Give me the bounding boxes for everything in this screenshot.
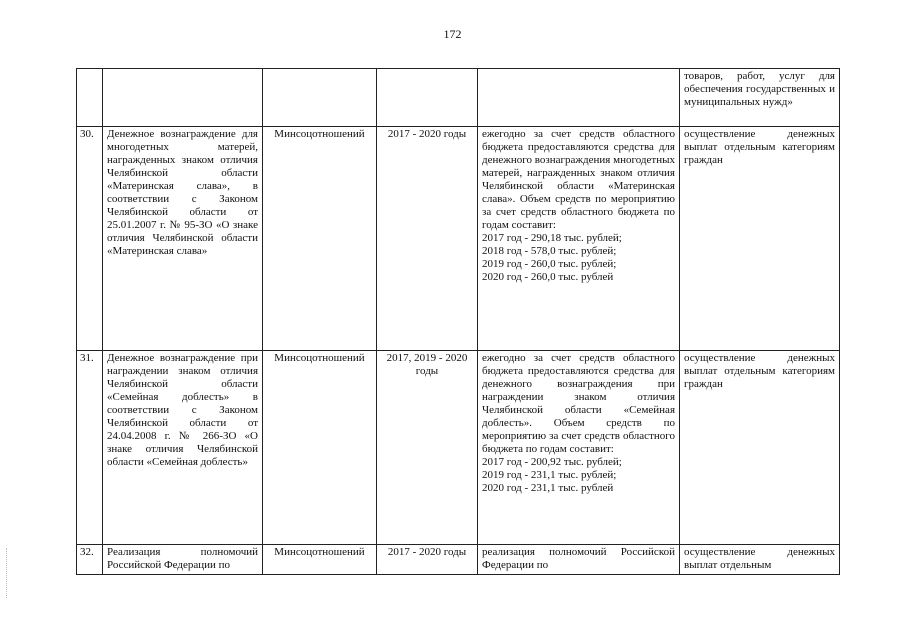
table-row — [77, 127, 840, 351]
financing — [478, 127, 680, 351]
financing-year: 2020 год - 231,1 тыс. рублей — [482, 482, 614, 494]
period: 2017 - 2020 годы — [377, 545, 478, 575]
financing-text: ежегодно за счет средств областного бюджета предоставляются средства для денежного вознаграждения многодетных матерей, награжденных знаком отличия Челябинской области «Материнская слава». Объем средств по мероприятию за счет средств областного бюджета по годам составит: — [482, 128, 675, 231]
expected-result: осуществление денежных выплат отдельным категориям граждан — [680, 127, 840, 351]
executor: Минсоцотношений — [263, 351, 377, 545]
row-number: 32. — [77, 545, 103, 575]
row-number — [77, 69, 103, 127]
table-row — [77, 351, 840, 545]
expected-result: осуществление денежных выплат отдельным категориям граждан — [680, 351, 840, 545]
row-number: 30. — [77, 127, 103, 351]
financing — [478, 545, 680, 575]
financing — [478, 351, 680, 545]
financing-year: 2017 год - 290,18 тыс. рублей; — [482, 232, 622, 244]
period: 2017, 2019 - 2020 годы — [377, 351, 478, 545]
executor: Минсоцотношений — [263, 127, 377, 351]
period: 2017 - 2020 годы — [377, 127, 478, 351]
table-row — [77, 545, 840, 575]
financing-year: 2019 год - 231,1 тыс. рублей; — [482, 469, 617, 481]
measures-table — [76, 68, 840, 575]
financing-year: 2017 год - 200,92 тыс. рублей; — [482, 456, 622, 468]
financing-year: 2019 год - 260,0 тыс. рублей; — [482, 258, 617, 270]
row-number: 31. — [77, 351, 103, 545]
financing-year: 2018 год - 578,0 тыс. рублей; — [482, 245, 617, 257]
scan-margin-mark — [6, 548, 8, 598]
expected-result: товаров, работ, услуг для обеспечения государственных и муниципальных нужд» — [680, 69, 840, 127]
financing-year: 2020 год - 260,0 тыс. рублей — [482, 271, 614, 283]
financing-text: ежегодно за счет средств областного бюджета предоставляются средства для денежного вознаграждения при награждении знаком отличия Челябинской области «Семейная доблесть». Объем средств по мероприятию за счет средств областного бюджета по годам составит: — [482, 352, 675, 455]
page-number: 172 — [443, 27, 462, 41]
measure-name — [103, 69, 263, 127]
executor: Минсоцотношений — [263, 545, 377, 575]
financing — [478, 69, 680, 127]
executor — [263, 69, 377, 127]
measure-name: Реализация полномочий Российской Федерации по — [103, 545, 263, 575]
table-row — [77, 69, 840, 127]
expected-result: осуществление денежных выплат отдельным — [680, 545, 840, 575]
measure-name: Денежное вознаграждение при награждении знаком отличия Челябинской области «Семейная доблесть» в соответствии с Законом Челябинской области от 24.04.2008 г. № 266-ЗО «О знаке отличия Челябинской области «Семейная доблесть» — [103, 351, 263, 545]
measure-name: Денежное вознаграждение для многодетных матерей, награжденных знаком отличия Челябинской области «Материнская слава», в соответствии с Законом Челябинской области от 25.01.2007 г. № 95-ЗО «О знаке отличия Челябинской области «Материнская слава» — [103, 127, 263, 351]
financing-text: реализация полномочий Российской Федерации по — [482, 546, 675, 571]
period — [377, 69, 478, 127]
